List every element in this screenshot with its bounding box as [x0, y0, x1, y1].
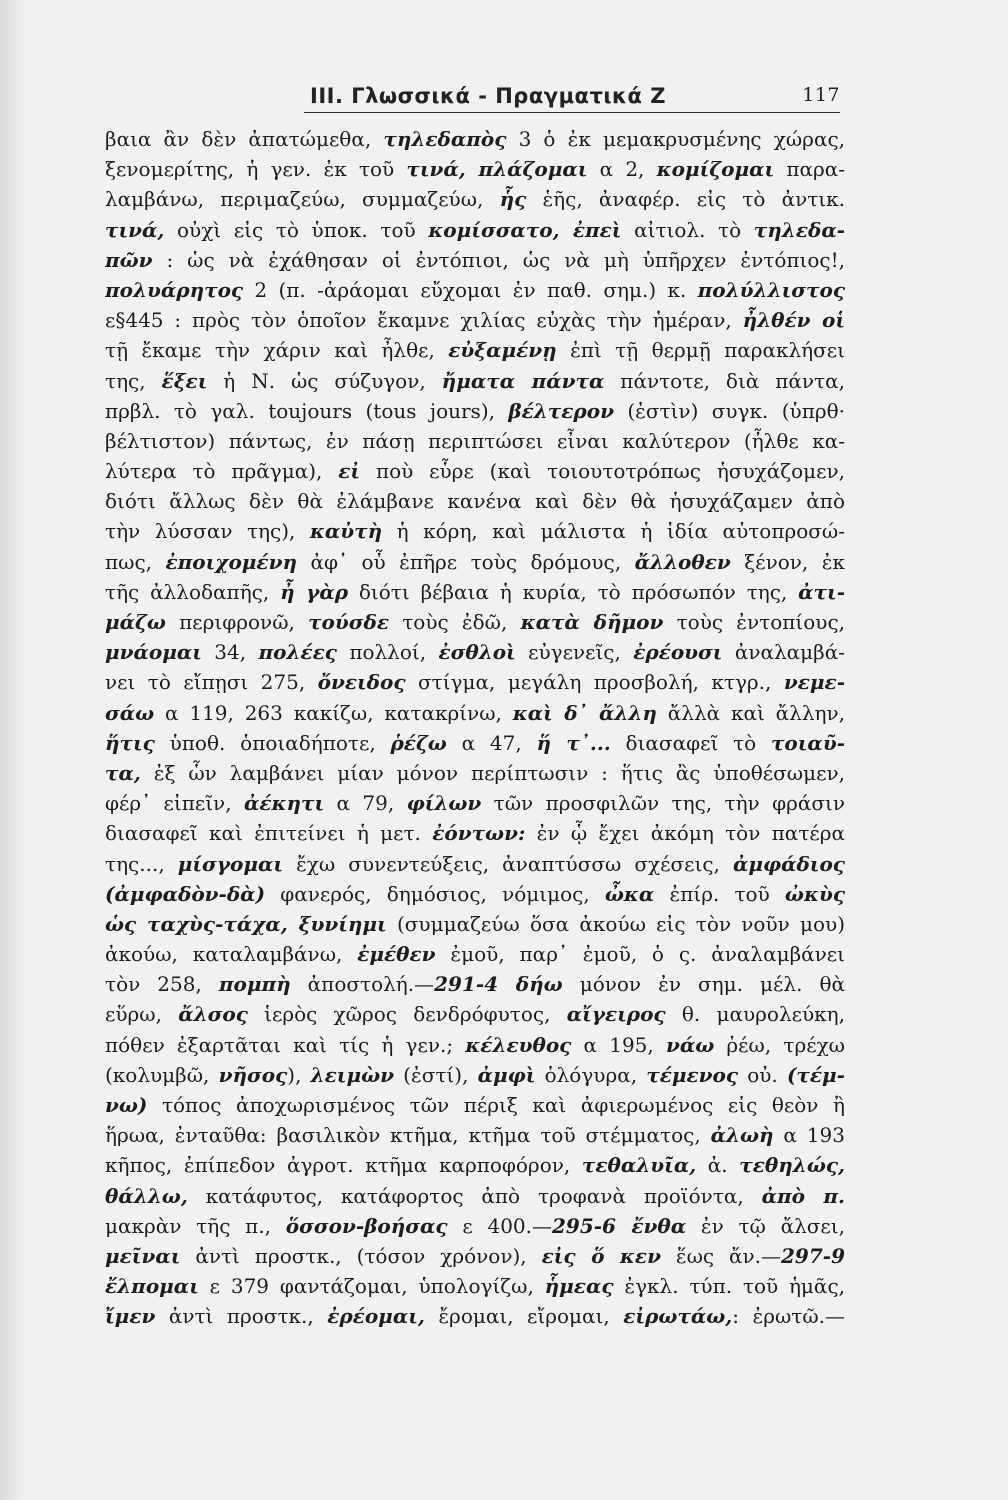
headword: ἀμφάδιος — [732, 851, 845, 876]
headword: σάω — [105, 700, 155, 725]
headword: τινά, — [105, 217, 165, 242]
text-run: ἀφ᾽ οὗ ἐπῆρε τοὺς δρόμους, — [297, 549, 635, 574]
text-run: τῆς ἀλλοδαπῆς, — [105, 579, 281, 604]
text-run: (συμμαζεύω ὅσα ἀκούω εἰς τὸν νοῦν μου) — [386, 911, 845, 936]
text-run: τόπος ἀποχωρισμένος τῶν πέριξ καὶ ἀφιερωμένος εἰς θεὸν ἢ — [147, 1093, 845, 1117]
text-line — [105, 547, 845, 577]
page-number: 117 — [802, 84, 840, 106]
text-run: ἀ. — [696, 1153, 740, 1178]
text-run: τὴν λύσσαν της), — [105, 519, 310, 544]
headword: τεθαλυῖα, — [581, 1153, 697, 1178]
headword: νεμε- — [783, 670, 845, 695]
text-run: τῇ ἔκαμε τὴν χάριν καὶ ἦλθε, — [105, 338, 449, 363]
text-run: α 193 — [773, 1123, 845, 1148]
headword: ἐρέουσι — [633, 640, 723, 665]
headword: μνάομαι — [105, 640, 202, 665]
headword: κέλευθος — [465, 1032, 572, 1057]
text-run: : ἐρωτῶ.— — [732, 1304, 845, 1329]
text-run: ἀκούω, καταλαμβάνω, — [105, 942, 358, 967]
headword: κατὰ δῆμον — [520, 610, 664, 634]
text-line — [105, 305, 845, 335]
text-line — [105, 184, 845, 214]
text-run: διασαφεῖ καὶ ἐπιτείνει ἡ μετ. — [105, 821, 433, 846]
text-line — [105, 456, 845, 486]
text-run: ἐν ᾧ ἔχει ἀκόμη τὸν πατέρα — [525, 821, 845, 846]
text-run: 2 (π. -ἀράομαι εὔχομαι ἐν παθ. σημ.) κ. — [243, 277, 698, 302]
headword: ἀέκητι — [243, 791, 325, 816]
text-line — [105, 154, 845, 184]
text-run: : ὡς νὰ ἐχάθησαν οἱ ἐντόπιοι, ὡς νὰ μὴ ὑπῆρχεν ἐντόπιος!, — [152, 247, 845, 272]
text-line — [105, 1181, 845, 1211]
text-line — [105, 667, 845, 697]
headword: (ἀμφαδὸν-δὰ) — [105, 881, 266, 906]
text-line — [105, 818, 845, 848]
headword: πολέες — [258, 640, 337, 665]
text-run: οὐχὶ εἰς τὸ ὑποκ. τοῦ — [164, 217, 429, 242]
text-run: λαμβάνω, περιμαζεύω, συμμαζεύω, — [105, 187, 500, 212]
headword: τοιαῦ- — [770, 730, 845, 755]
headword: 295-6 ἔνθα — [552, 1213, 687, 1238]
text-run: τοὺς ἐδῶ, — [389, 610, 521, 634]
text-line — [105, 1060, 845, 1090]
headword: εἰς ὅ κεν — [541, 1243, 661, 1268]
headword: ἀλωὴ — [710, 1123, 774, 1148]
text-run: της, — [105, 368, 162, 393]
text-run: ποὺ εὗρε (καὶ τοιουτοτρόπως ἡσυχάζομεν, — [360, 459, 845, 484]
text-line — [105, 1271, 845, 1301]
text-line — [105, 909, 845, 939]
headword: νάω — [665, 1032, 715, 1057]
headword: εἰρωτάω, — [623, 1304, 733, 1329]
text-run: ἄλλὰ καὶ ἄλλην, — [656, 700, 845, 725]
text-run: ἕως ἄν.— — [660, 1243, 782, 1268]
text-run: πολλοί, — [336, 640, 439, 665]
headword: ἐόντων: — [432, 821, 526, 846]
text-run: λύτερα τὸ πρᾶγμα), — [105, 459, 339, 484]
text-line — [105, 577, 845, 607]
text-run: α 79, — [324, 791, 407, 816]
headword: μίσγομαι — [177, 851, 284, 876]
headword: τέμενος — [646, 1062, 739, 1087]
text-run: νει τὸ εἴπῃσι 275, — [105, 670, 318, 695]
text-run: ἐμοῦ, παρ᾽ ἐμοῦ, ὁ ς. ἀναλαμβάνει — [435, 942, 845, 967]
text-run: (ἐστὶν) συγκ. (ὑπρθ· — [613, 398, 845, 423]
text-line — [105, 728, 845, 758]
text-run: διότι ἄλλως δὲν θὰ ἐλάμβανε κανένα καὶ δὲν θὰ ἡσυχάζαμεν ἀπὸ — [105, 489, 845, 514]
text-run: διασαφεῖ τὸ — [610, 730, 771, 755]
text-run: ἀντὶ προστκ., — [155, 1304, 328, 1329]
text-run: οὐ. — [738, 1062, 787, 1087]
text-run: θ. μαυρολεύκη, — [665, 1002, 845, 1027]
headword: (τέμ- — [786, 1062, 845, 1087]
page-edge-shadow — [0, 0, 26, 1500]
text-run: ε§445 : πρὸς τὸν ὁποῖον ἔκαμνε χιλίας εὐχὰς τὴν ἡμέραν, — [105, 308, 743, 333]
text-line — [105, 849, 845, 879]
text-run: ἡ Ν. ὡς σύζυγον, — [207, 368, 442, 393]
text-run: στίγμα, μεγάλη προσβολή, κτγρ., — [405, 670, 784, 695]
text-run: διότι βέβαια ἡ κυρία, τὸ πρόσωπόν της, — [348, 579, 799, 604]
text-run: ξενομερίτης, ἡ γεν. ἐκ τοῦ — [105, 157, 407, 182]
text-run: παρα- — [774, 157, 845, 182]
headword: ἄλλοθεν — [634, 549, 731, 574]
text-line — [105, 1120, 845, 1150]
text-run: πρβλ. τὸ γαλ. toujours (tous jours), — [105, 398, 509, 423]
text-run: ἐξ ὧν λαμβάνει μίαν μόνον περίπτωσιν : ἥτις ἂς ὑποθέσωμεν, — [140, 760, 845, 785]
text-run: ἥρωα, ἐνταῦθα: βασιλικὸν κτῆμα, κτῆμα τοῦ στέμματος, — [105, 1123, 711, 1148]
text-run: τοὺς ἐντοπίους, — [663, 610, 845, 634]
headword: τηλεδα- — [753, 217, 845, 242]
text-line — [105, 999, 845, 1029]
headword: καὐτὴ — [309, 519, 383, 544]
text-run: 34, — [201, 640, 259, 665]
headword: ἧς — [499, 187, 527, 212]
headword: πῶν — [105, 247, 153, 272]
text-run: ἐπὶ τῇ θερμῇ παρακλήσει — [556, 338, 845, 363]
chapter-title: ΙΙΙ. Γλωσσικά - Πραγματικά Ζ — [310, 84, 666, 108]
headword: ἀτι- — [798, 579, 845, 604]
headword: ἴμεν — [105, 1304, 156, 1329]
headword: 291-4 δήω — [434, 972, 563, 997]
text-run: α 47, — [446, 730, 537, 755]
text-run: 3 ὁ ἐκ μεμακρυσμένης χώρας, — [506, 127, 845, 151]
text-run: μακρὰν τῆς π., — [105, 1213, 286, 1238]
text-run: τὸν 258, — [105, 972, 219, 997]
text-run: ἀποστολή.— — [290, 972, 435, 997]
text-line — [105, 939, 845, 969]
text-run: εὕρω, — [105, 1002, 179, 1027]
headword: ἀμφὶ — [477, 1062, 536, 1087]
text-line — [105, 1090, 845, 1120]
text-run: της..., — [105, 851, 178, 876]
headword: ἦλθέν οἱ — [742, 308, 845, 333]
text-run: ἔχω συνεντεύξεις, ἀναπτύσσω σχέσεις, — [283, 851, 733, 876]
headword: μάζω — [105, 610, 166, 634]
text-run: α 119, 263 κακίζω, κατακρίνω, — [154, 700, 513, 725]
headword: τούσδε — [308, 610, 390, 634]
headword: εἰ — [338, 459, 361, 484]
text-line — [105, 1301, 845, 1331]
text-run: κῆπος, ἐπίπεδον ἀγροτ. κτῆμα καρποφόρον, — [105, 1153, 582, 1178]
headword: ἥ τ᾽... — [536, 730, 611, 755]
running-header — [300, 84, 840, 114]
text-line — [105, 637, 845, 667]
headword: ἧμεας — [544, 1274, 614, 1299]
headword: 297-9 — [781, 1243, 845, 1268]
text-line — [105, 215, 845, 245]
text-run: ῥέω, τρέχω — [714, 1032, 845, 1057]
text-line — [105, 366, 845, 396]
headword: μεῖναι — [105, 1243, 181, 1268]
headword: ἐσθλοὶ — [438, 640, 516, 665]
text-run: ε 400.— — [447, 1213, 552, 1238]
headword: ἦ γὰρ — [280, 579, 349, 604]
text-line — [105, 426, 845, 456]
text-run: α 195, — [571, 1032, 666, 1057]
headword: ἐρέομαι, — [327, 1304, 425, 1329]
text-line — [105, 335, 845, 365]
text-line — [105, 969, 845, 999]
headword: βέλτερον — [508, 398, 614, 423]
headword: πολύλλιστος — [697, 277, 845, 302]
headword: πολυάρητος — [105, 277, 244, 302]
headword: φίλων — [406, 791, 482, 816]
headword: τηλεδαπὸς — [383, 127, 507, 151]
headword: ἀπὸ π. — [761, 1183, 845, 1208]
text-run: ἔρομαι, εἴρομαι, — [424, 1304, 624, 1329]
text-run: φέρ᾽ εἰπεῖν, — [105, 791, 244, 816]
text-line — [105, 486, 845, 516]
text-run: πόθεν ἐξαρτᾶται καὶ τίς ἡ γεν.; — [105, 1032, 466, 1057]
text-run: περιφρονῶ, — [165, 610, 309, 634]
text-line — [105, 1150, 845, 1180]
headword: ἥτις — [105, 730, 155, 755]
headword: νῆσος — [218, 1062, 288, 1087]
headword: ὠκὺς — [784, 881, 845, 906]
headword: ἔλπομαι — [105, 1274, 199, 1299]
text-line — [105, 516, 845, 546]
text-run: ξένον, ἐκ — [730, 549, 845, 574]
text-run: κατάφυτος, κατάφορτος ἀπὸ τροφανὰ προϊόντα, — [187, 1183, 762, 1208]
text-line — [105, 607, 845, 637]
text-line — [105, 1241, 845, 1271]
headword: τεθηλώς, — [739, 1153, 845, 1178]
text-line — [105, 698, 845, 728]
text-run: ὁλόγυρα, — [535, 1062, 647, 1087]
headword: αἴγειρος — [566, 1002, 666, 1027]
headword: ἤματα πάντα — [441, 368, 605, 393]
headword: ὡς ταχὺς-τάχα, ξυνίημι — [105, 911, 387, 936]
headword: ὄνειδος — [317, 670, 406, 695]
headword: κομίσσατο, ἐπεὶ — [428, 217, 622, 242]
text-run: ε 379 φαντάζομαι, ὑπολογίζω, — [198, 1274, 545, 1299]
text-run: αἰτιολ. τὸ — [621, 217, 754, 242]
text-line — [105, 879, 845, 909]
headword: ὦκα — [604, 881, 655, 906]
headword: ὅσσον-βοήσας — [285, 1213, 448, 1238]
text-run: (ἐστί), — [394, 1062, 478, 1087]
text-run: α 2, — [587, 157, 657, 182]
text-line — [105, 245, 845, 275]
text-run: ἐγκλ. τύπ. τοῦ ἡμᾶς, — [613, 1274, 845, 1299]
text-line — [105, 1211, 845, 1241]
text-line — [105, 124, 845, 154]
text-run: ὑποθ. ὁποιαδήποτε, — [154, 730, 391, 755]
text-run: πως, — [105, 549, 166, 574]
text-run: ἀντὶ προστκ., (τόσον χρόνον), — [180, 1243, 542, 1268]
headword: καὶ δ᾽ ἄλλη — [512, 700, 657, 725]
text-run: ἀναλαμβά- — [722, 640, 845, 665]
text-run: τῶν προσφιλῶν της, τὴν φράσιν — [481, 791, 845, 816]
text-run: πάντοτε, διὰ πάντα, — [604, 368, 845, 393]
headword: ῥέζω — [390, 730, 447, 755]
text-run: ἐπίρ. τοῦ — [654, 881, 785, 906]
headword: πομπὴ — [218, 972, 291, 997]
text-run: ἑῆς, ἀναφέρ. εἰς τὸ ἀντικ. — [526, 187, 845, 212]
text-run: ἱερὸς χῶρος δενδρόφυτος, — [247, 1002, 567, 1027]
text-run: ἡ κόρη, καὶ μάλιστα ἡ ἰδία αὐτοπροσώ- — [382, 519, 845, 544]
text-run: φανερός, δημόσιος, νόμιμος, — [265, 881, 605, 906]
text-run: ), — [287, 1062, 311, 1087]
commentary-text — [105, 124, 845, 1332]
headword: νω) — [105, 1093, 148, 1117]
text-run: ἐν τῷ ἄλσει, — [686, 1213, 845, 1238]
text-run: εὐγενεῖς, — [515, 640, 634, 665]
headword: λειμὼν — [310, 1062, 395, 1087]
headword: τα, — [105, 760, 141, 785]
header-rule — [304, 112, 840, 113]
text-run: (κολυμβῶ, — [105, 1062, 219, 1087]
text-line — [105, 396, 845, 426]
headword: τινά, πλάζομαι — [406, 157, 588, 182]
text-line — [105, 758, 845, 788]
text-run: μόνον ἐν σημ. μέλ. θὰ — [562, 972, 845, 997]
text-line — [105, 788, 845, 818]
headword: κομίζομαι — [656, 157, 775, 182]
headword: ἕξει — [161, 368, 208, 393]
headword: θάλλω, — [105, 1183, 188, 1208]
headword: ἄλσος — [178, 1002, 248, 1027]
text-line — [105, 275, 845, 305]
headword: ἐποιχομένη — [165, 549, 298, 574]
text-line — [105, 1030, 845, 1060]
headword: ἐμέθεν — [357, 942, 436, 967]
headword: εὐξαμένῃ — [448, 338, 557, 363]
text-run: βαια ἂν δὲν ἀπατώμεθα, — [105, 127, 384, 151]
text-run: βέλτιστον) πάντως, ἐν πάσῃ περιπτώσει εἶναι καλύτερον (ἦλθε κα- — [105, 428, 845, 453]
